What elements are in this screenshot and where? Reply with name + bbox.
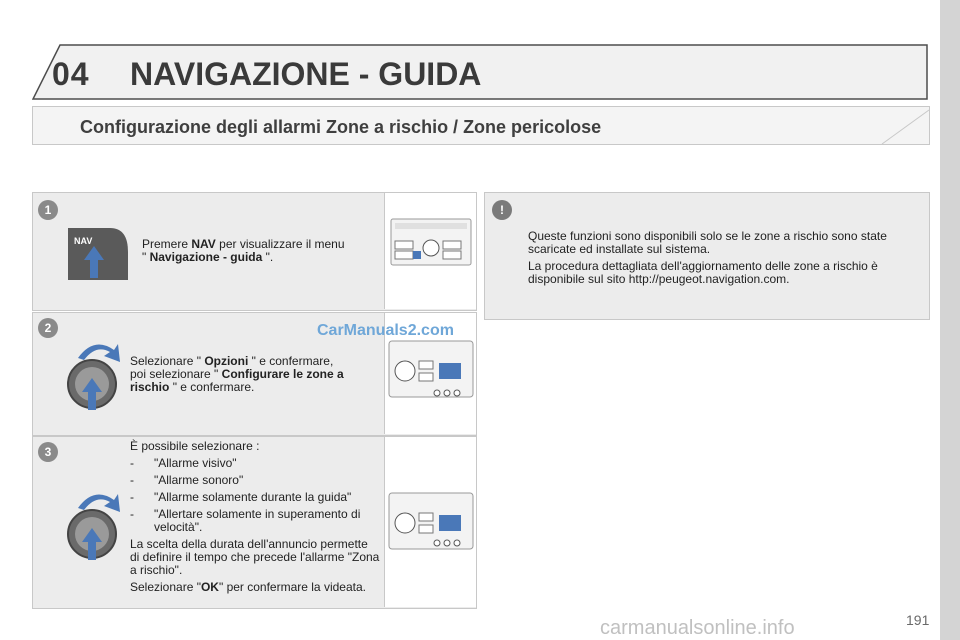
alarm-option: - "Allarme visivo" (130, 457, 380, 470)
radio-console-icon (385, 437, 476, 607)
step-3-paragraph: La scelta della durata dell'annuncio permette di definire il tempo che precede l'allarme "Zona a rischio". (130, 537, 380, 577)
nav-button-label: NAV (74, 236, 93, 246)
warning-paragraph-1: Queste funzioni sono disponibili solo se le zone a rischio sono state scaricate ed installate sul sistema. (528, 229, 887, 256)
page-number: 191 (906, 612, 930, 628)
warning-icon: ! (492, 200, 512, 220)
alarm-options-list (130, 457, 380, 534)
warning-paragraph-2: La procedura dettagliata dell'aggiornamento delle zone a rischio è disponibile sul sito http://peugeot.navigation.com. (528, 259, 878, 286)
footer-watermark: carmanualsonline.info (600, 617, 795, 639)
step-3-badge: 3 (38, 442, 58, 462)
rotary-knob-icon (64, 486, 128, 562)
warning-text (528, 230, 918, 290)
watermark-text: CarManuals2.com (317, 322, 454, 339)
step-3-intro: È possibile selezionare : (130, 439, 260, 453)
alarm-option: - "Allarme solamente durante la guida" (130, 491, 380, 504)
section-title: Configurazione degli allarmi Zone a rischio / Zone pericolose (80, 117, 602, 137)
step-3-text (130, 440, 380, 598)
step-3-console-image (384, 437, 476, 607)
alarm-option: - "Allarme sonoro" (130, 474, 380, 487)
radio-console-icon (385, 193, 476, 309)
step-3-confirm: Selezionare "OK" per confermare la videata. (130, 580, 366, 594)
nav-button-icon (66, 222, 130, 282)
page-edge-strip (940, 0, 960, 640)
alarm-option: - "Allertare solamente in superamento di velocità". (130, 508, 380, 534)
chapter-title: NAVIGAZIONE - GUIDA (130, 56, 482, 92)
rotary-knob-icon (64, 336, 128, 412)
step-2-badge: 2 (38, 318, 58, 338)
step-1-text: Premere NAV per visualizzare il menu " Navigazione - guida ". (142, 237, 345, 264)
chapter-number: 04 (52, 56, 90, 92)
step-1-console-image (384, 193, 476, 309)
step-2-text: Selezionare " Opzioni " e confermare, poi selezionare " Configurare le zone a rischio " e confermare. (130, 354, 344, 394)
step-1-badge: 1 (38, 200, 58, 220)
